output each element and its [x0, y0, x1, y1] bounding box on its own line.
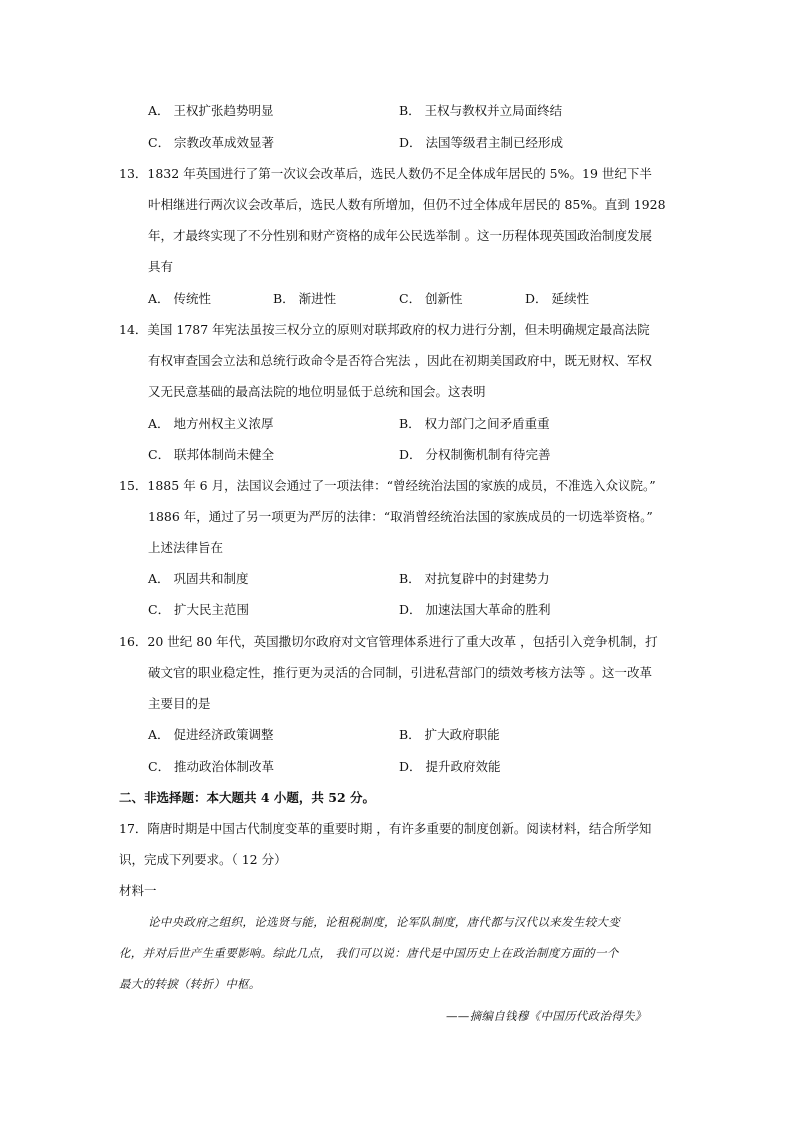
q12-option-d: D． 法国等级君主制已经形成: [399, 135, 563, 150]
q15-stem-line-2: 1886 年，通过了另一项更为严厉的法律：“取消曾经统治法国的家族成员的一切选举资格。”: [148, 509, 653, 524]
q15-option-c: C． 扩大民主范围: [148, 602, 250, 617]
q15-stem-line-1: 15．1885 年 6 月，法国议会通过了一项法律：“曾经统治法国的家族的成员，不准选入众议院。”: [119, 478, 656, 493]
q13-stem-line-2: 叶相继进行两次议会改革后，选民人数有所增加，但仍不过全体成年居民的 85%。直到 1928: [148, 197, 666, 212]
q17-stem-line-1: 17．隋唐时期是中国古代制度变革的重要时期 ，有许多重要的制度创新。阅读材料，结合所学知: [119, 821, 652, 836]
q16-stem-line-3: 主要目的是: [148, 696, 211, 711]
section-2-heading: 二、非选择题：本大题共 4 小题，共 52 分。: [119, 790, 376, 805]
q16-option-c: C． 推动政治体制改革: [148, 759, 275, 774]
q15-option-b: B． 对抗复辟中的封建势力: [399, 571, 550, 586]
q14-option-b: B． 权力部门之间矛盾重重: [399, 416, 550, 431]
q13-option-b: B． 渐进性: [273, 291, 337, 306]
q14-stem-line-1: 14．美国 1787 年宪法虽按三权分立的原则对联邦政府的权力进行分割，但未明确规定最高法院: [119, 322, 650, 337]
q14-option-a: A． 地方州权主义浓厚: [148, 416, 274, 431]
q13-option-a: A． 传统性: [148, 291, 212, 306]
q12-option-b: B． 王权与教权并立局面终结: [399, 103, 563, 118]
q12-option-c: C． 宗教改革成效显著: [148, 135, 275, 150]
q13-stem-line-4: 具有: [148, 259, 174, 274]
q17-material-source: ——摘编自钱穆《中国历代政治得失》: [446, 1009, 647, 1023]
q14-stem-line-2: 有权审查国会立法和总统行政命令是否符合宪法 ，因此在初期美国政府中，既无财权、军权: [148, 353, 652, 368]
q15-option-a: A． 巩固共和制度: [148, 571, 249, 586]
q17-material-line-2: 化，并对后世产生重要影响。综此几点， 我们可以说：唐代是中国历史上在政治制度方面的一个: [119, 946, 619, 960]
q14-option-d: D． 分权制衡机制有待完善: [399, 447, 551, 462]
q17-material-label: 材料一: [119, 883, 157, 898]
q16-option-d: D． 提升政府效能: [399, 759, 501, 774]
q13-stem-line-1: 13．1832 年英国进行了第一次议会改革后，选民人数仍不足全体成年居民的 5%。19 世纪下半: [119, 166, 652, 181]
q16-option-a: A． 促进经济政策调整: [148, 727, 274, 742]
q15-option-d: D． 加速法国大革命的胜利: [399, 602, 551, 617]
q14-option-c: C． 联邦体制尚未健全: [148, 447, 275, 462]
q13-option-d: D． 延续性: [525, 291, 589, 306]
q17-stem-line-2: 识，完成下列要求。（ 12 分）: [119, 852, 287, 867]
q16-stem-line-2: 破文官的职业稳定性，推行更为灵活的合同制，引进私营部门的绩效考核方法等 。这一改革: [148, 665, 652, 680]
q13-stem-line-3: 年，才最终实现了不分性别和财产资格的成年公民选举制 。这一历程体现英国政治制度发展: [148, 228, 652, 243]
q12-option-a: A． 王权扩张趋势明显: [148, 103, 274, 118]
q16-stem-line-1: 16．20 世纪 80 年代，英国撒切尔政府对文官管理体系进行了重大改革 ，包括引入竞争机制，打: [119, 634, 658, 649]
q13-option-c: C． 创新性: [399, 291, 463, 306]
q17-material-line-1: 论中央政府之组织，论选贤与能，论租税制度，论军队制度，唐代都与汉代以来发生较大变: [148, 915, 620, 929]
q14-stem-line-3: 又无民意基础的最高法院的地位明显低于总统和国会。这表明: [148, 384, 486, 399]
q15-stem-line-3: 上述法律旨在: [148, 540, 224, 555]
q17-material-line-3: 最大的转捩（转折）中枢。: [119, 977, 261, 991]
q16-option-b: B． 扩大政府职能: [399, 727, 500, 742]
